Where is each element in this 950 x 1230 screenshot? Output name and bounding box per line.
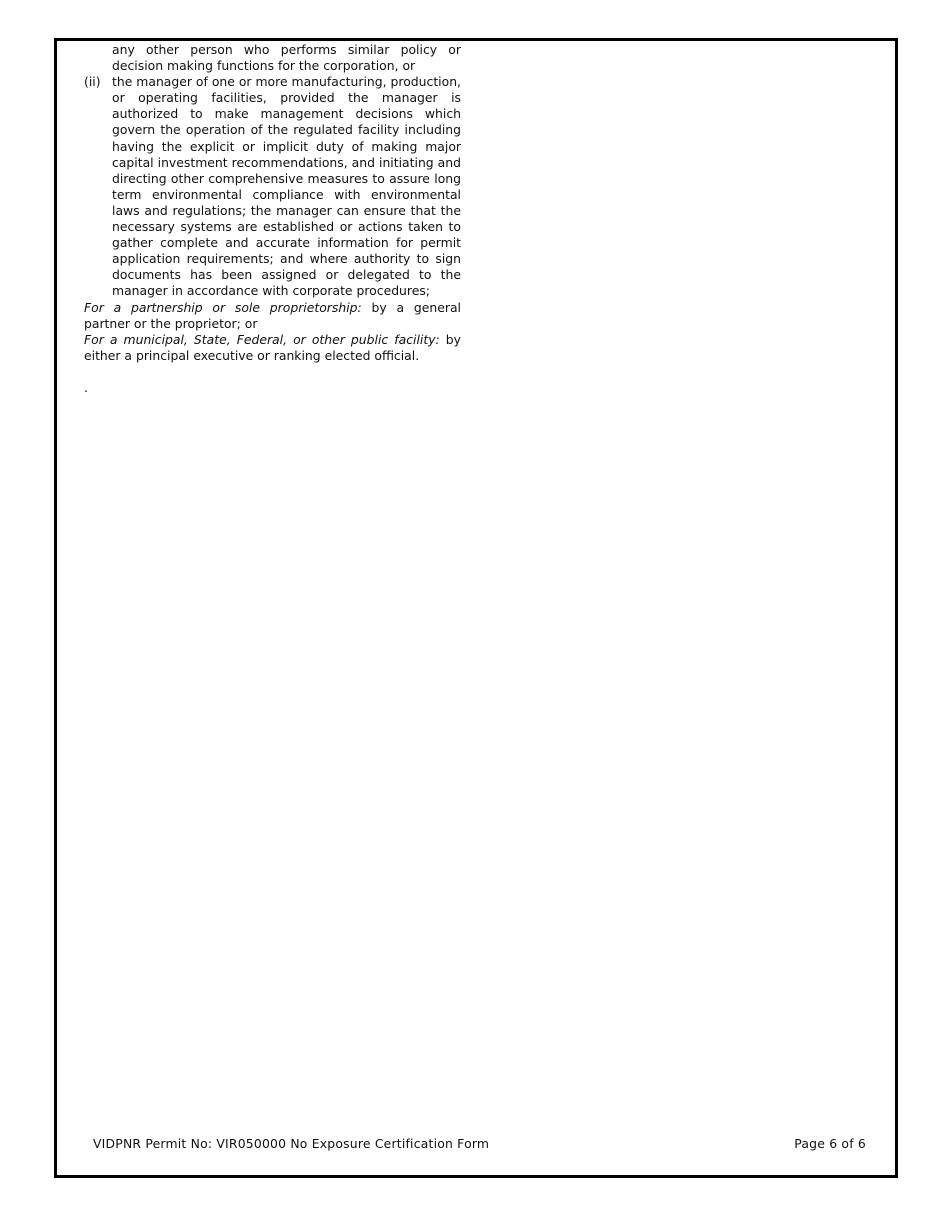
footer-permit-title: VIDPNR Permit No: VIR050000 No Exposure Certification Form [93, 1136, 490, 1151]
footer-page-number: Page 6 of 6 [794, 1136, 866, 1151]
list-item-ii [84, 74, 461, 299]
municipal-text: by either a principal executive or ranking elected official. [84, 331, 462, 363]
municipal-paragraph [84, 332, 461, 364]
municipal-label: For a municipal, State, Federal, or other public facility: [84, 331, 440, 347]
partnership-label: For a partnership or sole proprietorship: [84, 299, 362, 315]
list-item-ii-text: the manager of one or more manufacturing, production, or operating facilities, provided the manager is authorized to make management decisions which govern the operation of the regulated facility including having the explicit or implicit duty of making major capital investment recommendations, and initiating and directing other comprehensive measures to assure long term environmental compliance with environmental laws and regulations; the manager can ensure that the necessary systems are established or actions taken to gather complete and accurate information for permit application requirements; and where authority to sign documents has been assigned or delegated to the manager in accordance with corporate procedures; [112, 74, 461, 299]
partnership-text: by a general partner or the proprietor; or [84, 299, 461, 331]
document-body [84, 42, 461, 396]
partnership-paragraph [84, 300, 461, 332]
continuation-paragraph: any other person who performs similar policy or decision making functions for the corporation, or [112, 42, 461, 74]
trailing-period: . [84, 379, 88, 395]
list-marker-ii: (ii) [84, 74, 101, 90]
